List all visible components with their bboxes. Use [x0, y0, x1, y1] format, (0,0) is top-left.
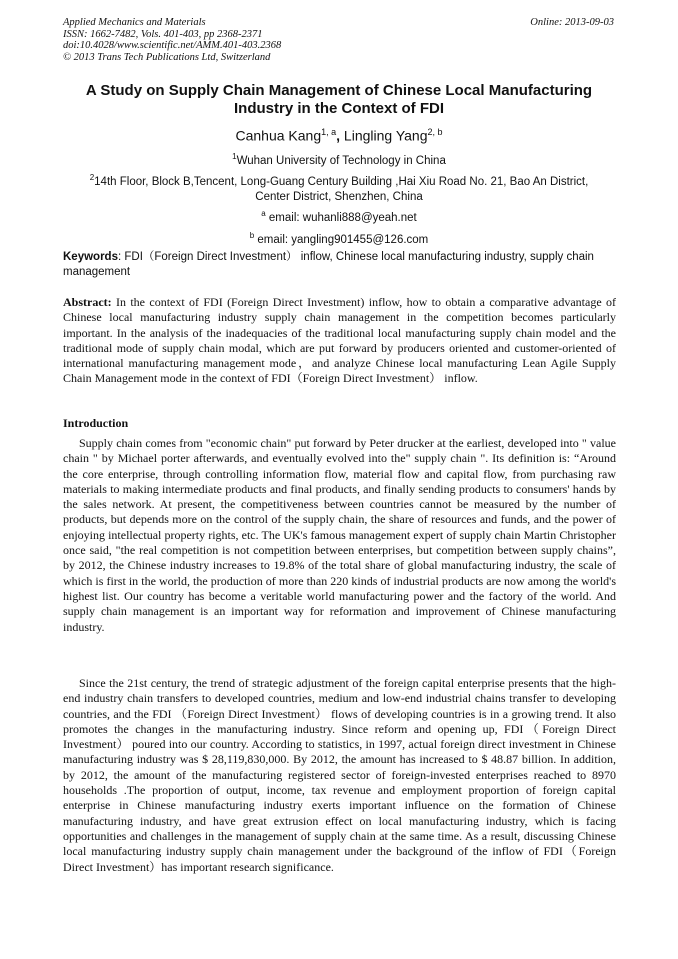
title-line-2: Industry in the Context of FDI — [234, 100, 444, 117]
affiliation-2-line-2: Center District, Shenzhen, China — [255, 190, 423, 203]
email-a-sup: a — [261, 209, 266, 218]
keywords — [63, 250, 616, 280]
abstract-text: In the context of FDI (Foreign Direct Investment) inflow, how to obtain a comparative advantage of Chinese local manufacturing industry supply chain management in the competition becomes particularly important. In the analysis of the inadequacies of the traditional local manufacturing supply chain model and the traditional mode of supply chain modal, which are put forward by producers oriented and customer-oriented of international manufacturing management mode，and analyze Chinese local manufacturing Lean Agile Supply Chain Management mode in the context of FDI（Foreign Direct Investment） inflow. — [63, 295, 616, 386]
copyright-line: © 2013 Trans Tech Publications Ltd, Switzerland — [63, 51, 271, 63]
paper-title — [50, 82, 628, 118]
affiliation-1-text: Wuhan University of Technology in China — [236, 154, 446, 167]
journal-header — [63, 17, 281, 63]
introduction-paragraph-1: Supply chain comes from "economic chain" put forward by Peter drucker at the earliest, developed into " value chain " by Michael porter afterwards, and eventually evolved into the" supply chain ". Its definition is: “Around the core enterprise, through controlling information flow, material flow and capital flow, from purchasing raw materials to making intermediate products and final products, and finally sending products to consumers' hands by the sales network. At present, the competitiveness between countries cannot be measured by the number of products, but depends more on the control of the supply chain, the share of resources and funds, and the power of enjoying intellectual property rights, etc. The UK's famous management expert of supply chain Martin Christopher once said, "the real competition is not competition between enterprises, but competition between supply chains”, by 2012, the Chinese industry increases to 19.8% of the total share of global manufacturing industry, the scale of which is first in the world, the production of more than 220 kinds of industrial products are now among the world's highest list. Our country has become a veritable world manufacturing power and the factory of the world. And supply chain management is an important way for reformation and improvement of Chinese manufacturing industry. — [63, 436, 616, 634]
author-1-sup: 1, a — [321, 127, 337, 137]
abstract — [63, 295, 616, 387]
journal-name: Applied Mechanics and Materials — [63, 17, 206, 28]
keywords-label: Keywords — [63, 251, 118, 263]
doi-line: doi:10.4028/www.scientific.net/AMM.401-403.2368 — [63, 40, 282, 51]
email-b-sup: b — [249, 231, 255, 240]
author-list — [0, 123, 678, 145]
section-heading-introduction: Introduction — [63, 416, 129, 430]
author-separator: , — [336, 127, 344, 144]
issn-line: ISSN: 1662-7482, Vols. 401-403, pp 2368-2371 — [63, 28, 263, 40]
affiliation-2-sup: 2 — [89, 173, 95, 182]
email-a-text: email: wuhanli888@yeah.net — [268, 211, 417, 224]
email-a — [40, 206, 638, 226]
introduction-paragraph-2: Since the 21st century, the trend of strategic adjustment of the foreign capital enterprise presents that the high-end industry chain transfers to developed countries, medium and low-end industrial chains transfer to developing countries, and the FDI （Foreign Direct Investment） flows of developing countries is in a growing trend. It also promotes the changes in the manufacturing industry. Since reform and opening up, FDI（Foreign Direct Investment） poured into our country. According to statistics, in 1997, actual foreign direct investment in Chinese manufacturing industry was $ 28,119,830,000. By 2012, the amount has increased to $ 48.87 billion. In addition, by 2012, the amount of the manufacturing registered sector of foreign-invested enterprises reached to 8970 households .The proportion of output, income, tax revenue and employment proportion of foreign capital enterprise in Chinese manufacturing industry exerts important influence on the formation of Chinese manufacturing industry, and have great extrusion effect on local manufacturing industry, which is facing opportunities and challenges in the management of supply chain at the same time. As a result, discussing Chinese local manufacturing industry supply chain management under the background of the inflow of FDI（Foreign Direct Investment）has important research significance. — [63, 676, 616, 874]
author-1-name: Canhua Kang — [235, 127, 322, 144]
online-date: Online: 2013-09-03 — [530, 17, 614, 28]
abstract-label: Abstract: — [63, 295, 112, 309]
affiliation-2 — [40, 170, 638, 205]
email-b-text: email: yangling901455@126.com — [257, 233, 429, 246]
email-b — [40, 228, 638, 248]
affiliation-1 — [40, 149, 638, 169]
affiliation-1-sup: 1 — [232, 152, 237, 161]
affiliation-2-line-1: 14th Floor, Block B,Tencent, Long-Guang Century Building ,Hai Xiu Road No. 21, Bao An District, — [94, 175, 589, 188]
author-2-sup: 2, b — [427, 127, 443, 137]
title-line-1: A Study on Supply Chain Management of Chinese Local Manufacturing — [85, 82, 593, 99]
author-2-name: Lingling Yang — [343, 127, 428, 144]
keywords-text: : FDI（Foreign Direct Investment） inflow, Chinese local manufacturing industry, supply chain management — [63, 251, 594, 278]
